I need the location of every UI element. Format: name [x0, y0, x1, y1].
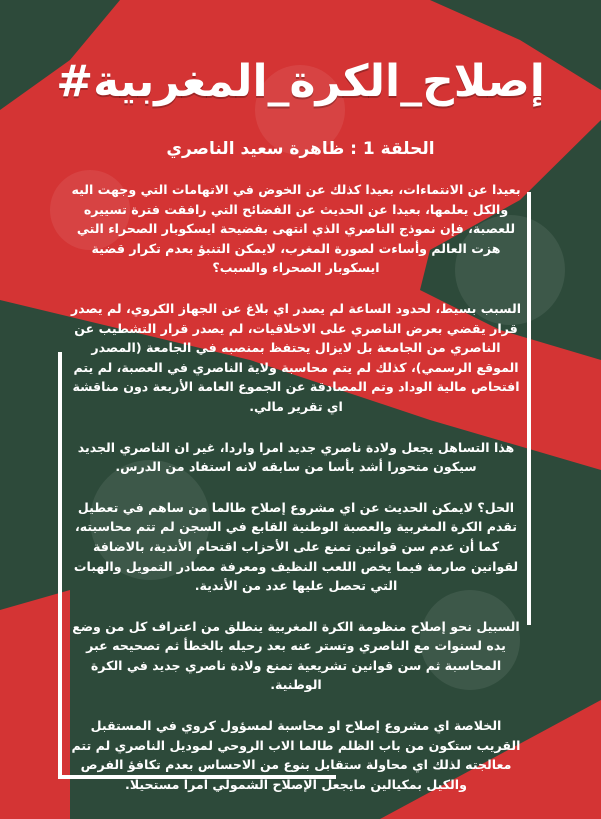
frame-line-right	[527, 192, 531, 625]
episode-subtitle: الحلقة 1 : ظاهرة سعيد الناصري	[166, 139, 435, 159]
paragraph-path: السبيل نحو إصلاح منظومة الكرة المغربية ينطلق من اعتراف كل من وضع يده لسنوات مع الناصري وتستر عنه بعد رحيله بالخطأ ثم تصحيحه عبر المحاسبة ثم سن قوانين تشريعية تمنع ولادة ناصري جديد في الكرة الوطنية.	[72, 618, 520, 693]
page-title: #إصلاح_الكرة_المغربية	[56, 56, 545, 107]
article-body	[70, 180, 522, 794]
paragraph-leniency: هذا التساهل يجعل ولادة ناصري جديد امرا واردا، غير ان الناصري الجديد سيكون متحورا أشد بأسا من سابقه لانه استفاد من الدرس.	[77, 439, 515, 475]
paragraph-intro: بعيدا عن الانتماءات، بعيدا كذلك عن الخوض في الاتهامات التي وجهت اليه والكل يعلمها، بعيدا عن الحديث عن الفضائح التي رافقت فترة تسييره للعصبة، فإن نموذج الناصري الذي انتهى بفضيحة ايسكوبار الصحراء التي هزت العالم وأساءت لصورة المغرب، لايمكن التنبؤ بعدم تكرار قضية ايسكوبار الصحراء والسبب؟	[71, 182, 521, 276]
paragraph-conclusion: الخلاصة اي مشروع إصلاح او محاسبة لمسؤول كروي في المستقبل القريب ستكون من باب الظلم طالما الاب الروحي لموديل الناصري لم تتم معالجته لذلك اي محاولة ستقابل بنوع من الاحساس بعدم تكافؤ الفرص والكيل بمكيالين مايجعل الإصلاح الشمولي امرا مستحيلا.	[71, 718, 521, 792]
frame-line-left	[58, 352, 62, 779]
paragraph-reason: السبب بسيط، لحدود الساعة لم يصدر اي بلاغ عن الجهاز الكروي، لم يصدر قرار يقضي بعرض الناصري على الاخلاقيات، لم يصدر قرار التشطيب عن الناصري من الجامعة بل لايزال يحتفظ بمنصبه في الجامعة (المصدر الموقع الرسمي)، كذلك لم يتم محاسبة ولاية الناصري في العصبة، لم يتم افتحاص مالية الوداد وتم المصادقة عن الجموع العامة الأربعة دون مناقشة اي تقرير مالي.	[70, 300, 522, 414]
paragraph-solution: الحل؟ لايمكن الحديث عن اي مشروع إصلاح طالما من ساهم في تعطيل تقدم الكرة المغربية والعصبة الوطنية القابع في السجن لم تتم محاسبته، كما أن عدم سن قوانين تمنع على الأحزاب اقتحام الأندية، بالاضافة لقوانين صارمة فيما يخص اللعب النظيف ومعرفة مصادر التمويل والهبات التي تحصل عليها عدد من الأندية.	[73, 499, 519, 594]
